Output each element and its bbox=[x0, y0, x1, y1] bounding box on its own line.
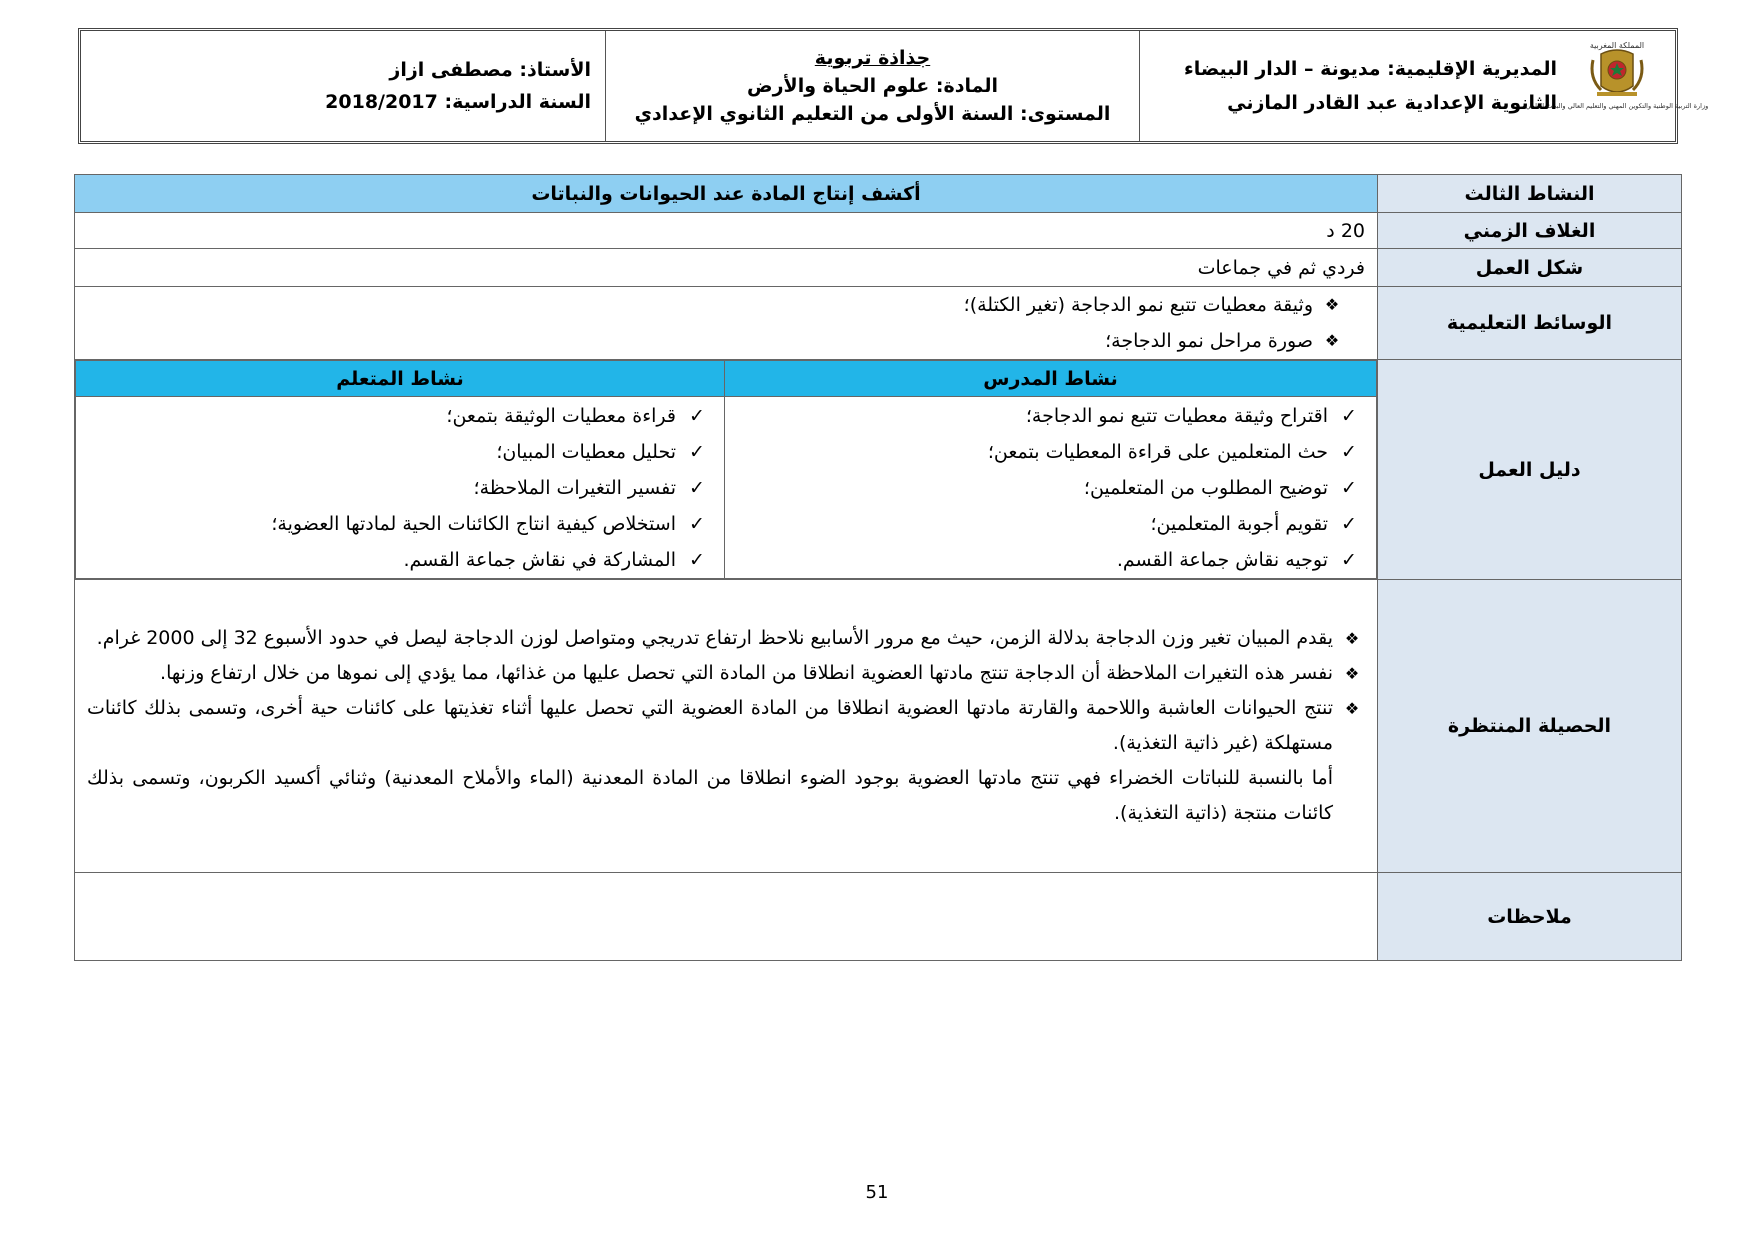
checkmark-icon: ✓ bbox=[1341, 440, 1357, 463]
directorate-text: المديرية الإقليمية: مديونة – الدار البيضاء bbox=[1183, 58, 1557, 80]
list-item bbox=[735, 434, 1360, 470]
materials-list bbox=[75, 287, 1378, 360]
checkmark-icon: ✓ bbox=[1341, 476, 1357, 499]
header-document-info bbox=[606, 31, 1140, 141]
duration-label: الغلاف الزمني bbox=[1378, 213, 1682, 249]
outcome-text-4: أما بالنسبة للنباتات الخضراء فهي تنتج مادتها العضوية بوجود الضوء انطلاقا من المادة المعدنية (الماء والأملاح المعدنية) وثنائي أكسيد الكربون، وتسمى بذلك كائنات منتجة (ذاتية التغذية). bbox=[87, 767, 1333, 824]
checkmark-icon: ✓ bbox=[1341, 404, 1357, 427]
lesson-table bbox=[74, 174, 1682, 961]
list-item bbox=[735, 398, 1360, 434]
list-item bbox=[87, 287, 1343, 323]
work-form-row bbox=[75, 249, 1682, 287]
diamond-bullet-icon: ❖ bbox=[1344, 664, 1360, 683]
list-item bbox=[735, 506, 1360, 542]
header-box bbox=[78, 28, 1709, 144]
diamond-bullet-icon: ❖ bbox=[1324, 295, 1340, 314]
checkmark-icon: ✓ bbox=[689, 404, 705, 427]
teacher-item-2: حث المتعلمين على قراءة المعطيات بتمعن؛ bbox=[987, 440, 1328, 463]
materials-row bbox=[75, 287, 1682, 360]
diamond-bullet-icon: ❖ bbox=[1324, 331, 1340, 350]
list-item bbox=[735, 470, 1360, 506]
learner-item-3: تفسير التغيرات الملاحظة؛ bbox=[473, 476, 676, 499]
outcome-text-1: يقدم المبيان تغير وزن الدجاجة بدلالة الزمن، حيث مع مرور الأسابيع نلاحظ ارتفاع تدريجي ومتواصل لوزن الدجاجة ليصل في حدود الأسبوع 32 إلى 2000 غرام. bbox=[96, 627, 1333, 649]
activity-row bbox=[75, 175, 1682, 213]
learner-item-2: تحليل معطيات المبيان؛ bbox=[496, 440, 676, 463]
document-title: جذاذة تربوية bbox=[814, 47, 931, 69]
work-form-label: شكل العمل bbox=[1378, 249, 1682, 287]
outcomes-content bbox=[75, 580, 1378, 873]
material-item-2: صورة مراحل نمو الدجاجة؛ bbox=[1105, 330, 1313, 352]
teacher-text: الأستاذ: مصطفى ازاز bbox=[389, 59, 591, 81]
outcome-paragraph bbox=[87, 761, 1363, 831]
list-item bbox=[86, 506, 708, 542]
outcomes-label: الحصيلة المنتظرة bbox=[1378, 580, 1682, 873]
learner-item-4: استخلاص كيفية انتاج الكائنات الحية لمادتها العضوية؛ bbox=[271, 512, 676, 535]
outcome-text-3: تنتج الحيوانات العاشبة واللاحمة والقارتة مادتها العضوية انطلاقا من المادة العضوية التي تحصل عليها أثناء تغذيتها على كائنات حية أخرى، وتسمى بذلك كائنات مستهلكة (غير ذاتية التغذية). bbox=[87, 697, 1333, 754]
teacher-item-4: تقويم أجوبة المتعلمين؛ bbox=[1150, 512, 1328, 535]
teacher-activity-header: نشاط المدرس bbox=[725, 361, 1377, 397]
work-guide-row bbox=[75, 360, 1682, 580]
activity-label: النشاط الثالث bbox=[1378, 175, 1682, 213]
school-year-text: السنة الدراسية: 2018/2017 bbox=[325, 91, 591, 113]
list-item bbox=[86, 470, 708, 506]
list-item bbox=[86, 542, 708, 578]
list-item bbox=[87, 323, 1343, 359]
learner-item-1: قراءة معطيات الوثيقة بتمعن؛ bbox=[446, 404, 676, 427]
work-guide-label: دليل العمل bbox=[1378, 360, 1682, 580]
work-guide-cell bbox=[75, 360, 1378, 580]
material-item-1: وثيقة معطيات تتبع نمو الدجاجة (تغير الكتلة)؛ bbox=[963, 294, 1313, 316]
learner-item-5: المشاركة في نقاش جماعة القسم. bbox=[403, 548, 676, 571]
work-guide-table bbox=[75, 360, 1377, 579]
header-institution bbox=[1140, 31, 1709, 141]
work-form-value: فردي ثم في جماعات bbox=[75, 249, 1378, 287]
checkmark-icon: ✓ bbox=[1341, 512, 1357, 535]
level-text: المستوى: السنة الأولى من التعليم الثانوي الإعدادي bbox=[634, 103, 1111, 125]
teacher-item-5: توجيه نقاش جماعة القسم. bbox=[1116, 548, 1328, 571]
checkmark-icon: ✓ bbox=[1341, 548, 1357, 571]
learner-activity-header: نشاط المتعلم bbox=[76, 361, 725, 397]
list-item bbox=[86, 398, 708, 434]
outcome-paragraph bbox=[87, 656, 1363, 691]
diamond-bullet-icon: ❖ bbox=[1344, 629, 1360, 648]
notes-label: ملاحظات bbox=[1378, 873, 1682, 961]
morocco-ministry-emblem-icon bbox=[1525, 38, 1709, 134]
checkmark-icon: ✓ bbox=[689, 476, 705, 499]
notes-row bbox=[75, 873, 1682, 961]
materials-label: الوسائط التعليمية bbox=[1378, 287, 1682, 360]
subject-text: المادة: علوم الحياة والأرض bbox=[747, 75, 998, 97]
outcomes-row bbox=[75, 580, 1682, 873]
emblem-top-text: المملكة المغربية bbox=[1589, 41, 1645, 50]
outcome-paragraph bbox=[87, 691, 1363, 761]
duration-row bbox=[75, 213, 1682, 249]
learner-activity-list bbox=[76, 397, 725, 579]
teacher-item-3: توضيح المطلوب من المتعلمين؛ bbox=[1083, 476, 1328, 499]
checkmark-icon: ✓ bbox=[689, 512, 705, 535]
checkmark-icon: ✓ bbox=[689, 440, 705, 463]
header-teacher-info bbox=[81, 31, 606, 141]
list-item bbox=[86, 434, 708, 470]
emblem-bottom-text: وزارة التربية الوطنية والتكوين المهني والتعليم العالي والبحث العلمي bbox=[1525, 102, 1709, 110]
work-guide-content-row bbox=[76, 397, 1377, 579]
work-guide-header-row bbox=[76, 361, 1377, 397]
list-item bbox=[735, 542, 1360, 578]
activity-title: أكشف إنتاج المادة عند الحيوانات والنباتات bbox=[75, 175, 1378, 213]
page-number: 51 bbox=[865, 1182, 889, 1203]
outcome-text-2: نفسر هذه التغيرات الملاحظة أن الدجاجة تنتج مادتها العضوية انطلاقا من المادة التي تحصل عليها من غذائها، مما يؤدي إلى نموها من خلال ارتفاع وزنها. bbox=[160, 662, 1333, 684]
teacher-item-1: اقتراح وثيقة معطيات تتبع نمو الدجاجة؛ bbox=[1025, 404, 1328, 427]
outcome-paragraph bbox=[87, 621, 1363, 656]
notes-value bbox=[75, 873, 1378, 961]
school-name-text: الثانوية الإعدادية عبد القادر المازني bbox=[1227, 92, 1557, 114]
diamond-bullet-icon: ❖ bbox=[1344, 699, 1360, 718]
duration-value: 20 د bbox=[75, 213, 1378, 249]
checkmark-icon: ✓ bbox=[689, 548, 705, 571]
teacher-activity-list bbox=[725, 397, 1377, 579]
